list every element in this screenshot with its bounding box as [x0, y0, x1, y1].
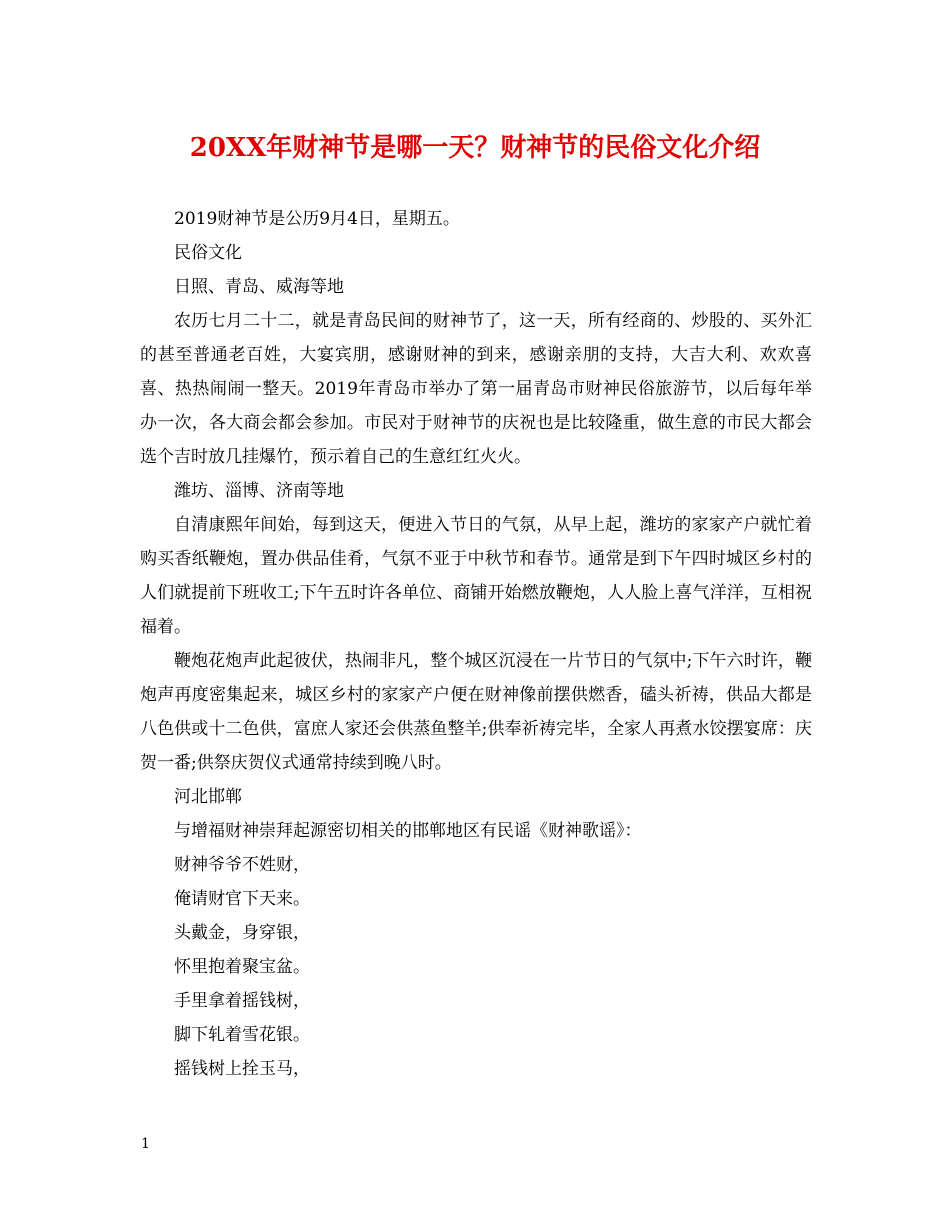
verse-line: 俺请财官下天来。: [174, 889, 310, 909]
document-body: [140, 202, 812, 1086]
verse-line: 摇钱树上拴玉马，: [174, 1059, 310, 1079]
document-title: 20XX年财神节是哪一天？财神节的民俗文化介绍: [189, 133, 761, 163]
verse-line: 财神爷爷不姓财，: [174, 855, 310, 875]
paragraph: 自清康熙年间始，每到这天，便进入节日的气氛，从早上起，潍坊的家家产户就忙着购买香纸鞭炮，置办供品佳肴，气氛不亚于中秋节和春节。通常是到下午四时城区乡村的人们就提前下班收工;下午五时许各单位、商铺开始燃放鞭炮，人人脸上喜气洋洋，互相祝福着。: [140, 515, 812, 637]
paragraph: 与增福财神崇拜起源密切相关的邯郸地区有民谣《财神歌谣》：: [174, 821, 642, 841]
paragraph: 鞭炮花炮声此起彼伏，热闹非凡，整个城区沉浸在一片节日的气氛中;下午六时许，鞭炮声再度密集起来，城区乡村的家家产户便在财神像前摆供燃香，磕头祈祷，供品大都是八色供或十二色供，富庶人家还会供蒸鱼整羊;供奉祈祷完毕，全家人再煮水饺摆宴席：庆贺一番;供祭庆贺仪式通常持续到晚八时。: [140, 651, 812, 773]
paragraph: 农历七月二十二，就是青岛民间的财神节了，这一天，所有经商的、炒股的、买外汇的甚至普通老百姓，大宴宾朋，感谢财神的到来，感谢亲朋的支持，大吉大利、欢欢喜喜、热热闹闹一整天。2019年青岛市举办了第一届青岛市财神民俗旅游节，以后每年举办一次，各大商会都会参加。市民对于财神节的庆祝也是比较隆重，做生意的市民大都会选个吉时放几挂爆竹，预示着自己的生意红红火火。: [140, 311, 812, 467]
verse-line: 怀里抱着聚宝盆。: [174, 957, 310, 977]
paragraph: 2019财神节是公历9月4日，星期五。: [174, 209, 460, 229]
verse-line: 手里拿着摇钱树，: [174, 991, 310, 1011]
section-heading: 河北邯郸: [174, 787, 242, 807]
page-number: 1: [141, 1136, 150, 1152]
section-heading: 日照、青岛、威海等地: [174, 277, 344, 297]
section-heading: 潍坊、淄博、济南等地: [174, 481, 344, 501]
section-heading: 民俗文化: [174, 243, 242, 263]
verse-line: 头戴金，身穿银，: [174, 923, 310, 943]
verse-line: 脚下轧着雪花银。: [174, 1025, 310, 1045]
